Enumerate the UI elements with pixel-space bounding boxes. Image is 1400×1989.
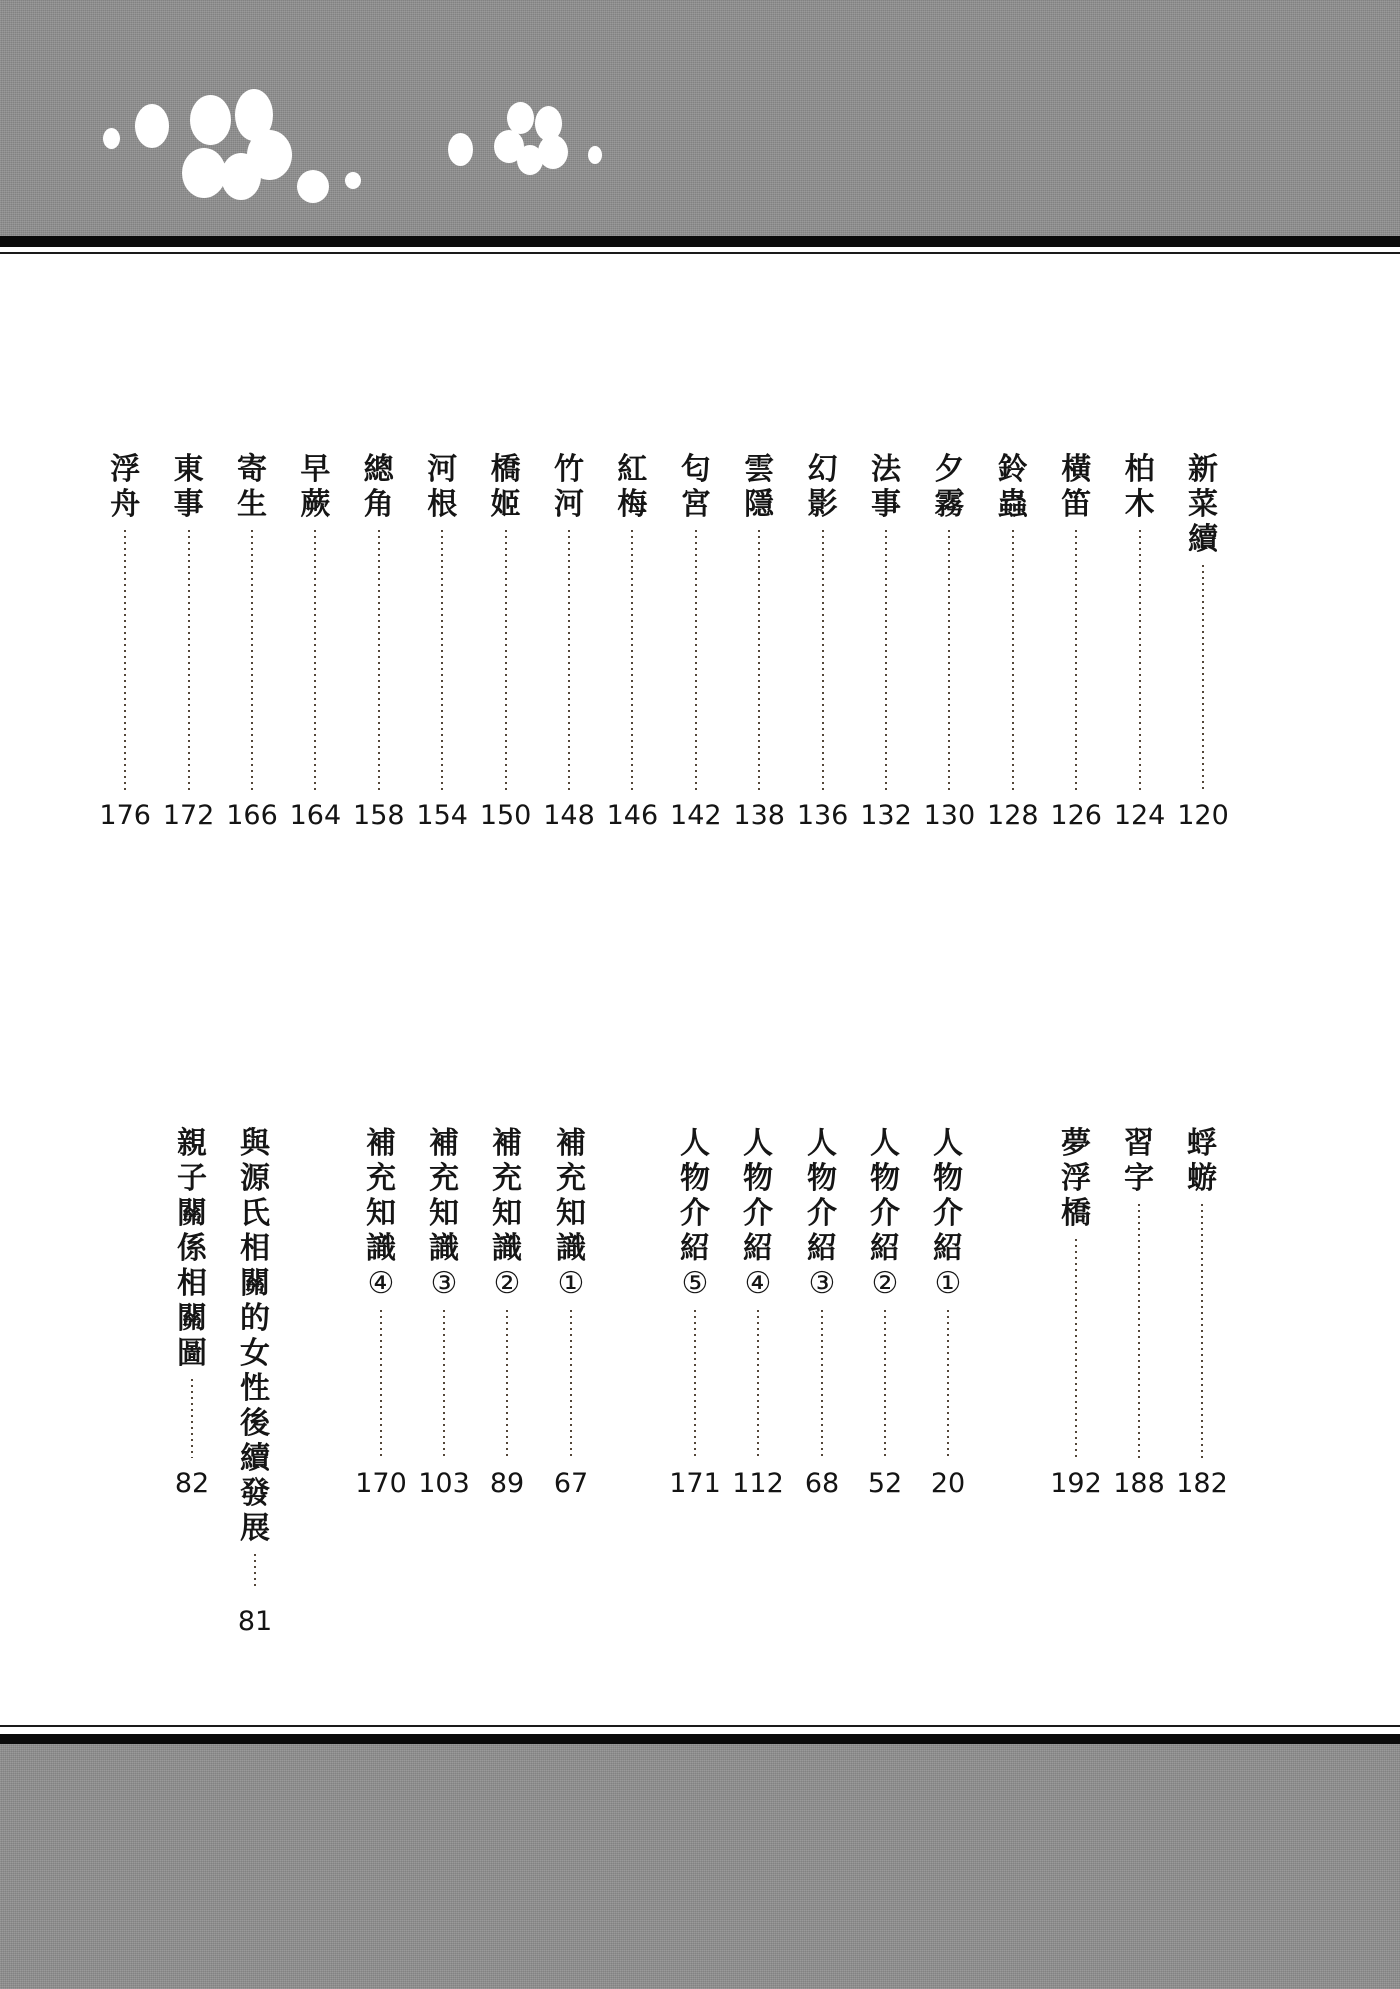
dot-icon bbox=[103, 128, 120, 149]
title-char: 柏 bbox=[1124, 452, 1155, 487]
page-number: 150 bbox=[479, 800, 532, 831]
toc-entry[interactable] bbox=[1115, 452, 1165, 790]
title-char: 木 bbox=[1124, 487, 1155, 522]
page-number: 154 bbox=[416, 800, 468, 831]
title-char: 補 bbox=[492, 1126, 522, 1161]
page-number: 89 bbox=[489, 1468, 525, 1499]
title-char: 蟲 bbox=[997, 487, 1028, 522]
title-char: 補 bbox=[366, 1126, 396, 1161]
toc-entry-title bbox=[1124, 1126, 1154, 1196]
title-char: 字 bbox=[1124, 1161, 1154, 1196]
toc-entry-title bbox=[870, 1126, 900, 1302]
toc-entry-title bbox=[1061, 1126, 1091, 1231]
title-char: 人 bbox=[680, 1126, 710, 1161]
title-char: 紹 bbox=[870, 1231, 900, 1266]
title-char: 相 bbox=[177, 1266, 207, 1301]
leader-dots bbox=[443, 1308, 445, 1459]
title-char: 識 bbox=[556, 1231, 586, 1266]
leader-dots bbox=[506, 1308, 508, 1459]
leader-dots bbox=[948, 528, 950, 790]
leader-dots bbox=[191, 1377, 193, 1458]
toc-entry[interactable] bbox=[164, 452, 214, 790]
title-char: 紹 bbox=[933, 1231, 963, 1266]
leader-dots bbox=[822, 528, 824, 790]
toc-entry[interactable] bbox=[923, 1126, 973, 1459]
leader-dots bbox=[695, 528, 697, 790]
toc-entry-title bbox=[1187, 1126, 1217, 1196]
page-number: 52 bbox=[867, 1468, 903, 1499]
title-char: 物 bbox=[680, 1161, 710, 1196]
header-rule-thin bbox=[0, 252, 1400, 254]
title-char: 圖 bbox=[177, 1336, 207, 1371]
title-char: 鈴 bbox=[997, 452, 1028, 487]
toc-entry[interactable] bbox=[544, 452, 594, 790]
title-char: 隱 bbox=[744, 487, 775, 522]
title-char: 梅 bbox=[617, 487, 648, 522]
title-char: 知 bbox=[556, 1196, 586, 1231]
page-number: 126 bbox=[1050, 800, 1102, 831]
page-number: 112 bbox=[732, 1468, 784, 1499]
leader-dots bbox=[1139, 528, 1141, 790]
title-char: 影 bbox=[807, 487, 838, 522]
toc-entry-title bbox=[1125, 452, 1155, 522]
leader-dots bbox=[631, 528, 633, 790]
leader-dots bbox=[884, 1308, 886, 1459]
title-char: 知 bbox=[492, 1196, 522, 1231]
leader-dots bbox=[1202, 563, 1204, 790]
toc-entry[interactable] bbox=[482, 1126, 532, 1459]
title-char: 總 bbox=[363, 452, 394, 487]
title-char: 事 bbox=[871, 487, 901, 522]
title-char: 性 bbox=[240, 1371, 270, 1406]
leader-dots bbox=[568, 528, 570, 790]
leader-dots bbox=[188, 528, 190, 790]
toc-entry-title bbox=[871, 452, 901, 522]
page-number: 20 bbox=[930, 1468, 966, 1499]
title-char: 寄 bbox=[237, 452, 267, 487]
page-number: 182 bbox=[1176, 1468, 1228, 1499]
toc-entry[interactable] bbox=[227, 452, 277, 790]
leader-dots bbox=[821, 1308, 823, 1459]
title-char: 蝣 bbox=[1187, 1161, 1217, 1196]
title-char: 充 bbox=[366, 1161, 396, 1196]
page-number: 164 bbox=[289, 800, 342, 831]
toc-entry[interactable] bbox=[734, 452, 784, 790]
title-char: 介 bbox=[933, 1196, 963, 1231]
title-char: 紹 bbox=[743, 1231, 773, 1266]
leader-dots bbox=[251, 528, 253, 790]
toc-entry-title bbox=[427, 452, 457, 522]
title-char: 橋 bbox=[490, 452, 521, 487]
leader-dots bbox=[124, 528, 126, 790]
title-char: 匂 bbox=[680, 452, 711, 487]
page-number: 82 bbox=[174, 1468, 210, 1499]
toc-entry-title bbox=[744, 452, 774, 522]
page-number: 172 bbox=[162, 800, 215, 831]
title-char: 夢 bbox=[1061, 1126, 1091, 1161]
page-number: 124 bbox=[1113, 800, 1166, 831]
title-char: 係 bbox=[177, 1231, 207, 1266]
title-char: 竹 bbox=[554, 452, 584, 487]
toc-entry-title bbox=[366, 1126, 396, 1302]
title-char: ② bbox=[871, 1266, 899, 1301]
toc-entry[interactable] bbox=[1114, 1126, 1164, 1458]
title-char: 姬 bbox=[490, 487, 521, 522]
page-number: 192 bbox=[1050, 1468, 1102, 1499]
title-char: 夕 bbox=[934, 452, 965, 487]
title-char: ③ bbox=[430, 1266, 458, 1301]
leader-dots bbox=[380, 1308, 382, 1459]
title-char: ① bbox=[557, 1266, 585, 1301]
toc-entry-title bbox=[680, 1126, 710, 1302]
title-char: 河 bbox=[554, 487, 584, 522]
title-char: 充 bbox=[492, 1161, 522, 1196]
footer-rule-thin bbox=[0, 1725, 1400, 1727]
toc-entry-title bbox=[617, 452, 647, 522]
title-char: ② bbox=[493, 1266, 521, 1301]
title-char: 相 bbox=[240, 1231, 270, 1266]
toc-entry-title bbox=[491, 452, 521, 522]
title-char: 河 bbox=[427, 452, 458, 487]
title-char: 人 bbox=[870, 1126, 900, 1161]
leader-dots bbox=[885, 528, 887, 790]
page-number: 142 bbox=[670, 800, 722, 831]
title-char: 續 bbox=[240, 1441, 270, 1476]
title-char: 源 bbox=[240, 1161, 270, 1196]
toc-entry[interactable] bbox=[924, 452, 974, 790]
title-char: 人 bbox=[743, 1126, 773, 1161]
leader-dots bbox=[757, 1308, 759, 1459]
toc-entry-title bbox=[681, 452, 711, 522]
title-char: 早 bbox=[300, 452, 331, 487]
toc-entry[interactable] bbox=[230, 1126, 280, 1590]
title-char: 物 bbox=[743, 1161, 773, 1196]
title-char: 發 bbox=[240, 1476, 270, 1511]
toc-entry[interactable] bbox=[733, 1126, 783, 1459]
title-char: 蜉 bbox=[1187, 1126, 1217, 1161]
toc-entry[interactable] bbox=[861, 452, 911, 790]
title-char: 補 bbox=[556, 1126, 586, 1161]
title-char: ① bbox=[934, 1266, 962, 1301]
page-number: 138 bbox=[733, 800, 785, 831]
title-char: 人 bbox=[933, 1126, 963, 1161]
toc-entry[interactable] bbox=[1177, 1126, 1227, 1458]
toc-entry[interactable] bbox=[417, 452, 467, 790]
toc-entry-title bbox=[110, 452, 140, 522]
title-char: 介 bbox=[743, 1196, 773, 1231]
page-number: 67 bbox=[553, 1468, 589, 1499]
toc-entry-title bbox=[998, 452, 1028, 522]
toc-entry-title bbox=[556, 1126, 586, 1302]
toc-entry-title bbox=[492, 1126, 522, 1302]
title-char: 後 bbox=[240, 1406, 270, 1441]
leader-dots bbox=[570, 1308, 572, 1459]
toc-entry[interactable] bbox=[988, 452, 1038, 790]
toc-entry[interactable] bbox=[798, 452, 848, 790]
title-char: 充 bbox=[429, 1161, 459, 1196]
leader-dots bbox=[1012, 528, 1014, 790]
toc-entry[interactable] bbox=[670, 1126, 720, 1459]
page-number: 176 bbox=[99, 800, 151, 831]
toc-entry-title bbox=[174, 452, 204, 522]
header-rule-thick bbox=[0, 236, 1400, 247]
title-char: 識 bbox=[366, 1231, 396, 1266]
page-number: 170 bbox=[355, 1468, 407, 1499]
toc-entry[interactable] bbox=[1051, 452, 1101, 790]
toc-entry-title bbox=[429, 1126, 459, 1302]
title-char: 知 bbox=[429, 1196, 459, 1231]
title-char: 橋 bbox=[1061, 1196, 1091, 1231]
title-char: ④ bbox=[744, 1266, 772, 1301]
title-char: 宮 bbox=[680, 487, 711, 522]
title-char: 習 bbox=[1124, 1126, 1154, 1161]
page-number: 81 bbox=[237, 1606, 273, 1637]
toc-entry[interactable] bbox=[1051, 1126, 1101, 1458]
title-char: 展 bbox=[240, 1511, 270, 1546]
title-char: 蕨 bbox=[300, 487, 331, 522]
toc-entry[interactable] bbox=[419, 1126, 469, 1459]
toc-entry[interactable] bbox=[354, 452, 404, 790]
title-char: 物 bbox=[933, 1161, 963, 1196]
title-char: 介 bbox=[870, 1196, 900, 1231]
leader-dots bbox=[314, 528, 316, 790]
title-char: 新 bbox=[1188, 452, 1218, 487]
leader-dots bbox=[758, 528, 760, 790]
title-char: 補 bbox=[429, 1126, 459, 1161]
toc-entry-title bbox=[808, 452, 838, 522]
toc-entry-title bbox=[237, 452, 267, 522]
toc-entry-title bbox=[933, 1126, 963, 1302]
page-number: 68 bbox=[804, 1468, 840, 1499]
title-char: 人 bbox=[807, 1126, 837, 1161]
title-char: 紅 bbox=[617, 452, 648, 487]
toc-entry[interactable] bbox=[1178, 452, 1228, 790]
toc-entry-title bbox=[743, 1126, 773, 1302]
title-char: 物 bbox=[807, 1161, 837, 1196]
footer-band bbox=[0, 1744, 1400, 1989]
title-char: ⑤ bbox=[681, 1266, 709, 1301]
title-char: 介 bbox=[680, 1196, 710, 1231]
toc-entry-title bbox=[364, 452, 394, 522]
title-char: 紹 bbox=[680, 1231, 710, 1266]
toc-entry-title bbox=[807, 1126, 837, 1302]
title-char: 法 bbox=[871, 452, 901, 487]
page-number: 128 bbox=[987, 800, 1039, 831]
title-char: 關 bbox=[177, 1196, 207, 1231]
page-number: 166 bbox=[226, 800, 278, 831]
toc-entry[interactable] bbox=[290, 452, 340, 790]
dot-icon bbox=[135, 104, 169, 148]
leader-dots bbox=[254, 1552, 256, 1590]
title-char: 紹 bbox=[807, 1231, 837, 1266]
toc-entry[interactable] bbox=[167, 1126, 217, 1458]
leader-dots bbox=[1075, 1237, 1077, 1458]
page-number: 136 bbox=[796, 800, 849, 831]
title-char: 子 bbox=[177, 1161, 207, 1196]
flower-petal-icon bbox=[517, 145, 543, 175]
page-number: 120 bbox=[1177, 800, 1229, 831]
title-char: 識 bbox=[492, 1231, 522, 1266]
flower-petal-icon bbox=[182, 148, 226, 198]
toc-entry[interactable] bbox=[671, 452, 721, 790]
toc-entry[interactable] bbox=[797, 1126, 847, 1459]
title-char: 浮 bbox=[110, 452, 141, 487]
title-char: 角 bbox=[363, 487, 394, 522]
title-char: 舟 bbox=[110, 487, 141, 522]
dot-icon bbox=[448, 133, 473, 166]
page-number: 103 bbox=[418, 1468, 470, 1499]
title-char: 菜 bbox=[1188, 487, 1218, 522]
title-char: 浮 bbox=[1061, 1161, 1091, 1196]
title-char: ③ bbox=[808, 1266, 836, 1301]
title-char: 關 bbox=[177, 1301, 207, 1336]
page-number: 130 bbox=[923, 800, 976, 831]
dot-icon bbox=[345, 172, 361, 189]
page-number: 148 bbox=[543, 800, 595, 831]
title-char: 霧 bbox=[934, 487, 965, 522]
page-number: 132 bbox=[860, 800, 912, 831]
title-char: 事 bbox=[173, 487, 204, 522]
title-char: 氏 bbox=[240, 1196, 270, 1231]
toc-entry[interactable] bbox=[607, 452, 657, 790]
leader-dots bbox=[1201, 1202, 1203, 1458]
title-char: 笛 bbox=[1061, 487, 1092, 522]
title-char: 的 bbox=[240, 1301, 270, 1336]
toc-entry-title bbox=[240, 1126, 270, 1546]
leader-dots bbox=[441, 528, 443, 790]
flower-petal-icon bbox=[190, 95, 231, 145]
title-char: 關 bbox=[240, 1266, 270, 1301]
flower-petal-icon bbox=[221, 153, 261, 200]
title-char: 根 bbox=[427, 487, 458, 522]
title-char: 充 bbox=[556, 1161, 586, 1196]
title-char: 知 bbox=[366, 1196, 396, 1231]
title-char: 物 bbox=[870, 1161, 900, 1196]
toc-entry[interactable] bbox=[356, 1126, 406, 1459]
title-char: 介 bbox=[807, 1196, 837, 1231]
toc-entry-title bbox=[554, 452, 584, 522]
toc-entry-title bbox=[934, 452, 964, 522]
toc-entry-title bbox=[1188, 452, 1218, 557]
title-char: 續 bbox=[1188, 522, 1218, 557]
leader-dots bbox=[947, 1308, 949, 1459]
page-number: 171 bbox=[669, 1468, 721, 1499]
dot-icon bbox=[297, 170, 329, 203]
page-number: 188 bbox=[1113, 1468, 1165, 1499]
title-char: ④ bbox=[367, 1266, 395, 1301]
title-char: 與 bbox=[240, 1126, 270, 1161]
toc-entry[interactable] bbox=[860, 1126, 910, 1459]
toc-entry-title bbox=[177, 1126, 207, 1371]
page-number: 158 bbox=[353, 800, 405, 831]
title-char: 雲 bbox=[744, 452, 775, 487]
page-number: 146 bbox=[606, 800, 659, 831]
leader-dots bbox=[1075, 528, 1077, 790]
toc-entry-title bbox=[300, 452, 330, 522]
leader-dots bbox=[505, 528, 507, 790]
title-char: 識 bbox=[429, 1231, 459, 1266]
leader-dots bbox=[1138, 1202, 1140, 1458]
title-char: 生 bbox=[237, 487, 267, 522]
toc-entry-title bbox=[1061, 452, 1091, 522]
toc-entry[interactable] bbox=[546, 1126, 596, 1459]
toc-entry[interactable] bbox=[481, 452, 531, 790]
title-char: 親 bbox=[177, 1126, 207, 1161]
title-char: 女 bbox=[240, 1336, 270, 1371]
title-char: 橫 bbox=[1061, 452, 1092, 487]
title-char: 幻 bbox=[807, 452, 838, 487]
toc-entry[interactable] bbox=[100, 452, 150, 790]
leader-dots bbox=[378, 528, 380, 790]
title-char: 東 bbox=[173, 452, 204, 487]
dot-icon bbox=[588, 146, 602, 164]
leader-dots bbox=[694, 1308, 696, 1459]
